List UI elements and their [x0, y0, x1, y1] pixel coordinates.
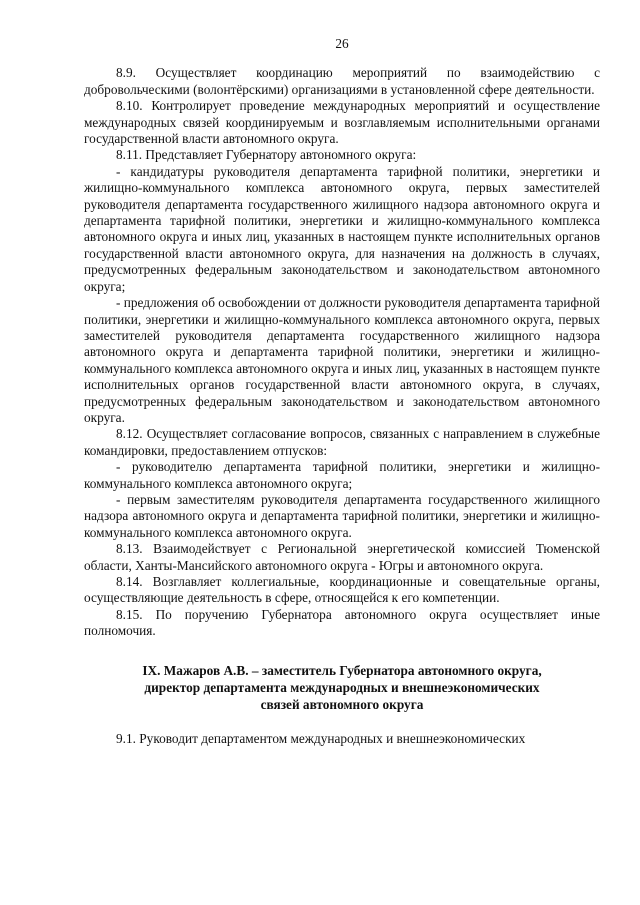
paragraph-8-11: 8.11. Представляет Губернатору автономного округа: [116, 147, 417, 163]
paragraph-8-10: 8.10. Контролирует проведение международных мероприятий и осуществление международных связей координируемым и возглавляемым исполнительными органами государственной власти автономного округа. [84, 98, 600, 147]
paragraph-8-15: 8.15. По поручению Губернатора автономного округа осуществляет иные полномочия. [84, 606, 600, 639]
section-title-line-1: IX. Мажаров А.В. – заместитель Губернатора автономного округа, [142, 662, 542, 678]
paragraph-8-14: 8.14. Возглавляет коллегиальные, координационные и совещательные органы, осуществляющие деятельность в сфере, относящейся к его компетенции. [84, 574, 600, 606]
list-item-candidates: - кандидатуры руководителя департамента тарифной политики, энергетики и жилищно-коммунального комплекса автономного округа, первых заместителей руководителя департамента государственного жилищного надзора автономного округа и департамента тарифной политики, энергетики и жилищно-коммунального комплекса автономного округа и иных лиц, указанных в настоящем пункте исполнительных органов государственной власти автономного округа, для назначения на должность в случаях, предусмотренных федеральным законодательством и законодательством автономного округа; [84, 163, 600, 294]
paragraph-9-1: 9.1. Руководит департаментом международных и внешнеэкономических [116, 730, 526, 746]
paragraph-8-13: 8.13. Взаимодействует с Региональной энергетической комиссией Тюменской области, Ханты-Мансийского автономного округа - Югры и автономного округа. [84, 541, 600, 573]
list-item-deputies: - первым заместителям руководителя департамента государственного жилищного надзора автономного округа и департамента тарифной политики, энергетики и жилищно-коммунального комплекса автономного округа. [84, 491, 600, 540]
paragraph-8-9: 8.9. Осуществляет координацию мероприятий по взаимодействию с добровольческими (волонтёрскими) организациями в установленной сфере деятельности. [84, 65, 600, 97]
list-item-dismissal: - предложения об освобождении от должности руководителя департамента тарифной политики, энергетики и жилищно-коммунального комплекса автономного округа, первых заместителей руководителя департамента государственного жилищного надзора автономного округа и департамента тарифной политики, энергетики и жилищно-коммунального комплекса автономного округа и иных лиц, указанных в настоящем пункте исполнительных органов государственной власти автономного округа, в случаях, предусмотренных федеральным законодательством и законодательством автономного округа. [84, 295, 601, 425]
page-number: 26 [335, 36, 349, 51]
section-title-line-3: связей автономного округа [260, 696, 424, 712]
section-title [84, 662, 600, 713]
list-item-head: - руководителю департамента тарифной политики, энергетики и жилищно-коммунального комплекса автономного округа; [84, 459, 600, 491]
paragraph-8-12: 8.12. Осуществляет согласование вопросов, связанных с направлением в служебные командировки, предоставлением отпусков: [84, 426, 600, 458]
section-title-line-2: директор департамента международных и внешнеэкономических [144, 679, 540, 695]
